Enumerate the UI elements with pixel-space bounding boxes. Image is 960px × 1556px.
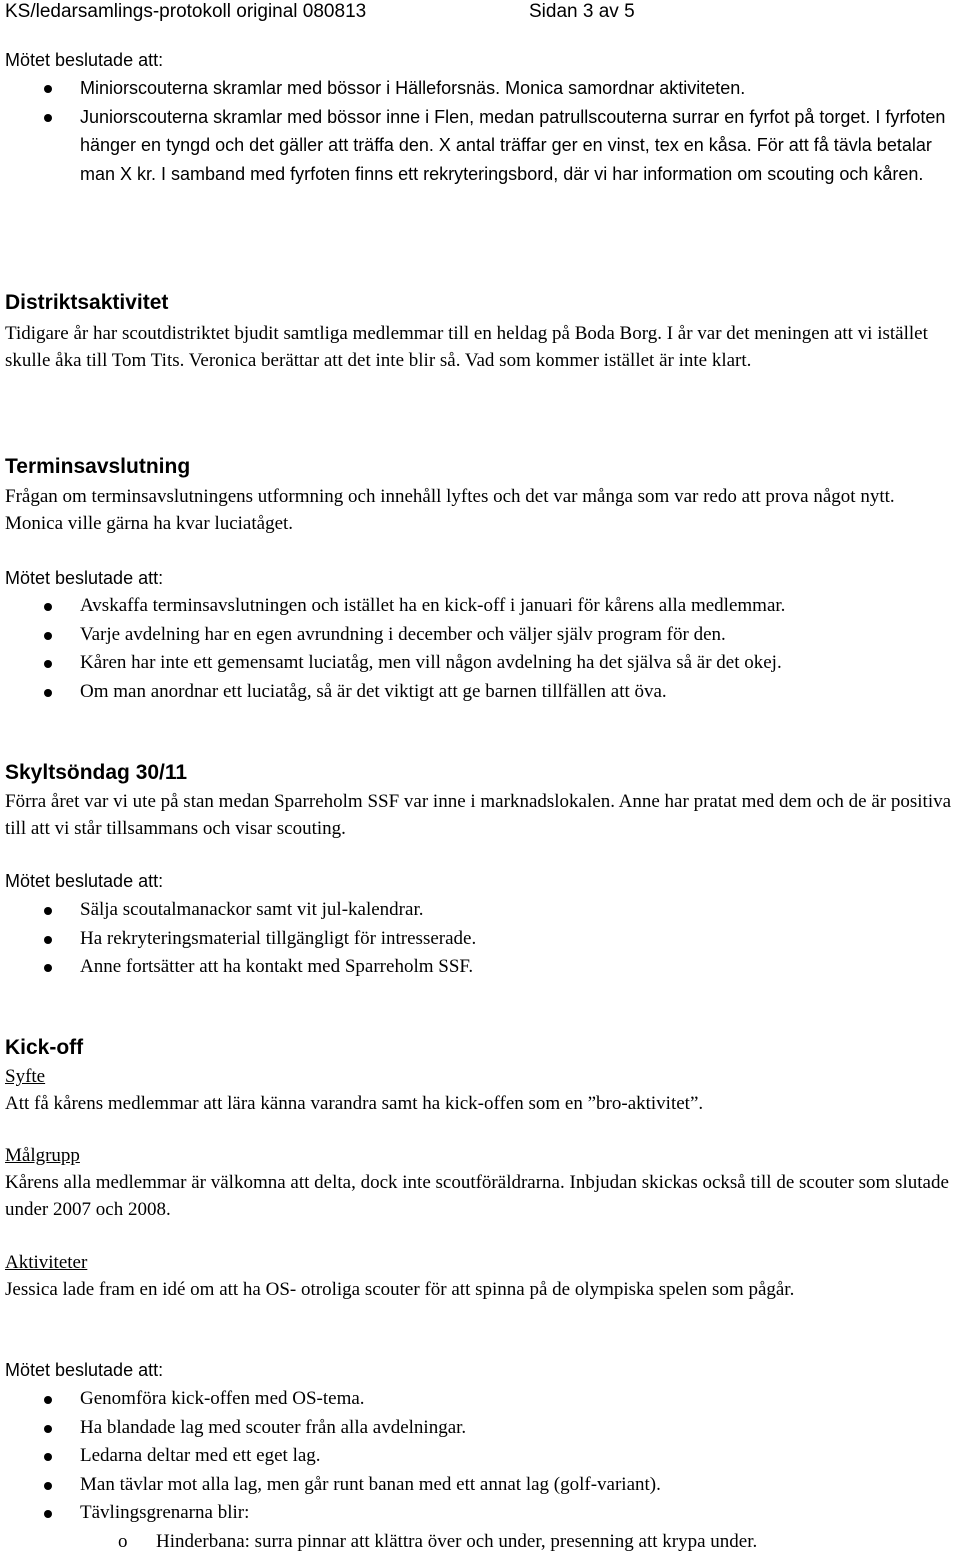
circle-bullet-icon: o [118, 1528, 128, 1556]
subheading-syfte: Syfte [5, 1065, 45, 1089]
termins-decision-list [0, 592, 960, 706]
page-number: Sidan 3 av 5 [529, 0, 635, 24]
top-decision-list [0, 74, 960, 188]
list-item: Genomföra kick-offen med OS-tema. [0, 1385, 960, 1414]
list-item: Kåren har inte ett gemensamt luciatåg, men vill någon avdelning ha det själva så är det okej. [0, 649, 960, 678]
distrikt-paragraph: Tidigare år har scoutdistriktet bjudit samtliga medlemmar till en heldag på Boda Borg. I år var det meningen att vi istället skulle åka till Tom Tits. Veronica berättar att det inte blir så. Vad som kommer istället är inte klart. [5, 320, 955, 374]
syfte-paragraph: Att få kårens medlemmar att lära känna varandra samt ha kick-offen som en ”bro-aktivitet”. [5, 1090, 955, 1117]
decision-label: Mötet beslutade att: [5, 1358, 163, 1382]
bullet-icon [44, 660, 52, 668]
bullet-icon [44, 689, 52, 697]
list-item: Om man anordnar ett luciatåg, så är det viktigt att ge barnen tillfällen att öva. [0, 678, 960, 707]
bullet-icon [44, 603, 52, 611]
document-title: KS/ledarsamlings-protokoll original 080813 [5, 1, 366, 22]
subheading-malgrupp: Målgrupp [5, 1144, 80, 1168]
list-item: Man tävlar mot alla lag, men går runt banan med ett annat lag (golf-variant). [0, 1471, 960, 1500]
list-item: Ha blandade lag med scouter från alla avdelningar. [0, 1414, 960, 1443]
section-heading-kickoff: Kick-off [5, 1035, 83, 1061]
page-header [5, 0, 366, 24]
skylt-paragraph: Förra året var vi ute på stan medan Sparreholm SSF var inne i marknadslokalen. Anne har pratat med dem och de är positiva till att vi står tillsammans och visar scouting. [5, 788, 955, 842]
section-heading-terminsavslutning: Terminsavslutning [5, 454, 190, 480]
bullet-icon [44, 1396, 52, 1404]
malgrupp-paragraph: Kårens alla medlemmar är välkomna att delta, dock inte scoutföräldrarna. Inbjudan skickas också till de scouter som slutade under 2007 och 2008. [5, 1169, 955, 1223]
kickoff-decision-list [0, 1385, 960, 1556]
decision-label: Mötet beslutade att: [5, 869, 163, 893]
aktiviteter-paragraph: Jessica lade fram en idé om att ha OS- otroliga scouter för att spinna på de olympiska spelen som pågår. [5, 1276, 955, 1303]
bullet-icon [44, 1482, 52, 1490]
list-item: Anne fortsätter att ha kontakt med Sparreholm SSF. [0, 953, 960, 982]
bullet-icon [44, 936, 52, 944]
section-heading-distriktsaktivitet: Distriktsaktivitet [5, 290, 168, 316]
bullet-icon [44, 114, 52, 122]
bullet-icon [44, 907, 52, 915]
bullet-icon [44, 85, 52, 93]
termins-paragraph: Frågan om terminsavslutningens utformning och innehåll lyftes och det var många som var redo att prova något nytt. Monica ville gärna ha kvar luciatåget. [5, 483, 955, 537]
decision-label: Mötet beslutade att: [5, 566, 163, 590]
list-item: Sälja scoutalmanackor samt vit jul-kalendrar. [0, 896, 960, 925]
list-item: Avskaffa terminsavslutningen och istället ha en kick-off i januari för kårens alla medlemmar. [0, 592, 960, 621]
skylt-decision-list [0, 896, 960, 982]
list-item: Miniorscouterna skramlar med bössor i Hälleforsnäs. Monica samordnar aktiviteten. [0, 74, 960, 103]
list-item: Ledarna deltar med ett eget lag. [0, 1442, 960, 1471]
list-item: Juniorscouterna skramlar med bössor inne i Flen, medan patrullscouterna surrar en fyrfot på torget. I fyrfoten hänger en tyngd och det gäller att träffa den. X antal träffar ger en vinst, tex en kåsa. För att få tävla betalar man X kr. I samband med fyrfoten finns ett rekryteringsbord, där vi har information om scouting och kåren. [0, 103, 960, 189]
bullet-icon [44, 632, 52, 640]
subheading-aktiviteter: Aktiviteter [5, 1251, 87, 1275]
bullet-icon [44, 964, 52, 972]
list-item: Varje avdelning har en egen avrundning i december och väljer själv program för den. [0, 621, 960, 650]
list-item: Ha rekryteringsmaterial tillgängligt för intresserade. [0, 925, 960, 954]
list-item: Tävlingsgrenarna blir: [0, 1499, 960, 1528]
section-heading-skyltsondag: Skyltsöndag 30/11 [5, 760, 187, 786]
decision-label: Mötet beslutade att: [5, 48, 163, 72]
bullet-icon [44, 1510, 52, 1518]
bullet-icon [44, 1425, 52, 1433]
bullet-icon [44, 1453, 52, 1461]
sub-list-item: o Hinderbana: surra pinnar att klättra över och under, presenning att krypa under. [0, 1528, 960, 1556]
